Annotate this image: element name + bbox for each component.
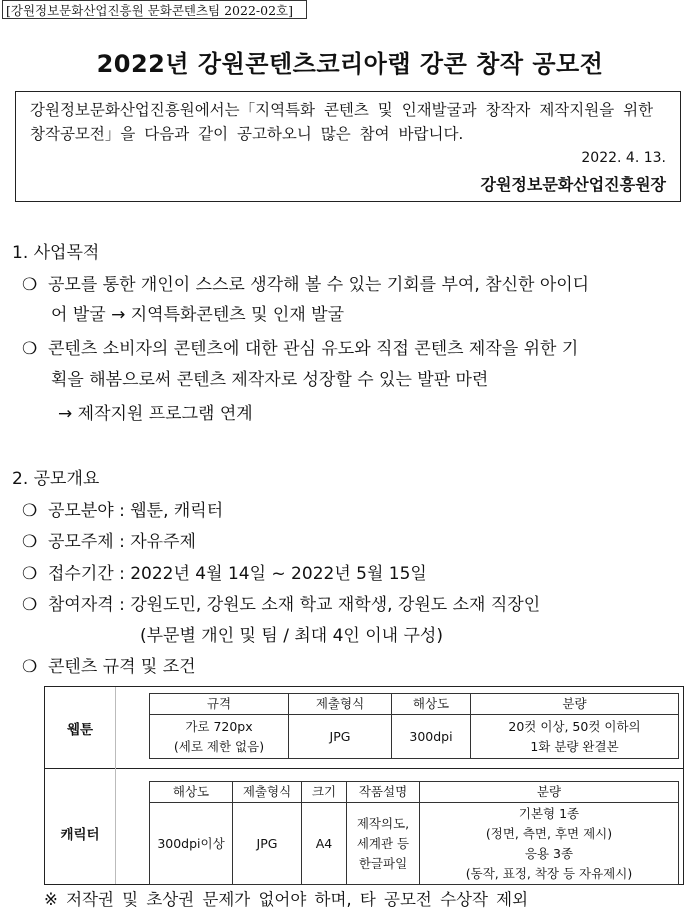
list-item-continuation: → 제작지원 프로그램 연계 [58, 404, 253, 424]
section-heading-overview: 2. 공모개요 [12, 469, 100, 489]
table-header: 해상도 [392, 694, 471, 715]
divider [45, 768, 683, 769]
table-header: 제출형식 [233, 782, 302, 803]
list-item-continuation: (부문별 개인 및 팀 / 최대 4인 이내 구성) [140, 626, 443, 646]
list-item-text: 공모주제 : 자유주제 [48, 532, 196, 552]
table-cell [347, 803, 420, 885]
notice-box [15, 91, 681, 202]
document-number-tag: [강원정보문화산업진흥원 문화콘텐츠팀 2022-02호] [2, 0, 307, 19]
list-item-text: 공모를 통한 개인이 스스로 생각해 볼 수 있는 기회를 부여, 참신한 아이디 [48, 275, 590, 295]
list-item-text: 공모분야 : 웹툰, 캐릭터 [48, 501, 224, 521]
character-spec-table [149, 781, 679, 885]
circle-bullet-icon: ❍ [22, 275, 38, 295]
cell-line: (세로 제한 없음) [173, 738, 265, 754]
table-cell [420, 803, 679, 885]
list-item [22, 334, 578, 359]
cell-line: (정면, 측면, 후면 제시) [485, 825, 613, 841]
cell-line: 한글파일 [358, 855, 408, 871]
list-item [22, 652, 196, 677]
list-item-text: 접수기간 : 2022년 4월 14일 ~ 2022년 5월 15일 [48, 564, 427, 584]
divider [115, 687, 116, 884]
circle-bullet-icon: ❍ [22, 339, 38, 359]
page-title: 2022년 강원콘텐츠코리아랩 강콘 창작 공모전 [96, 50, 604, 78]
cell-line: 기본형 1종 [518, 805, 580, 821]
list-item [22, 496, 223, 521]
list-item-text: 콘텐츠 소비자의 콘텐츠에 대한 관심 유도와 직접 콘텐츠 제작을 위한 기 [48, 339, 579, 359]
cell-line: 1화 분량 완결본 [530, 738, 619, 754]
list-item [22, 527, 196, 552]
footnote: ※ 저작권 및 초상권 문제가 없어야 하며, 타 공모전 수상작 제외 [44, 890, 529, 909]
cell-line: 제작의도, [356, 815, 410, 831]
notice-date: 2022. 4. 13. [581, 150, 666, 166]
category-label-character: 캐릭터 [60, 827, 100, 843]
table-cell: 300dpi이상 [150, 803, 233, 885]
table-header: 규격 [150, 694, 289, 715]
table-cell [150, 715, 289, 759]
list-item-text: 콘텐츠 규격 및 조건 [48, 657, 196, 677]
table-header: 해상도 [150, 782, 233, 803]
circle-bullet-icon: ❍ [22, 501, 38, 521]
circle-bullet-icon: ❍ [22, 532, 38, 552]
table-cell [471, 715, 679, 759]
cell-line: 응용 3종 [524, 845, 574, 861]
table-cell: 300dpi [392, 715, 471, 759]
table-cell: A4 [302, 803, 347, 885]
circle-bullet-icon: ❍ [22, 564, 38, 584]
table-header: 분량 [471, 694, 679, 715]
section-heading-purpose: 1. 사업목적 [12, 243, 100, 263]
circle-bullet-icon: ❍ [22, 657, 38, 677]
table-cell: JPG [289, 715, 392, 759]
list-item-text: 참여자격 : 강원도민, 강원도 소재 학교 재학생, 강원도 소재 직장인 [48, 595, 541, 615]
list-item-continuation: 어 발굴 → 지역특화콘텐츠 및 인재 발굴 [51, 305, 344, 325]
list-item [22, 559, 427, 584]
list-item [22, 590, 540, 615]
table-header: 제출형식 [289, 694, 392, 715]
notice-body: 강원정보문화산업진흥원에서는「지역특화 콘텐츠 및 인재발굴과 창작자 제작지원을 위한 창작공모전」을 다음과 같이 공고하오니 많은 참여 바랍니다. [30, 101, 654, 143]
cell-line: 세계관 등 [356, 835, 410, 851]
webtoon-spec-table [149, 693, 679, 759]
table-header: 크기 [302, 782, 347, 803]
table-header: 분량 [420, 782, 679, 803]
notice-signer: 강원정보문화산업진흥원장 [480, 175, 666, 194]
cell-line: 20컷 이상, 50컷 이하의 [508, 718, 641, 734]
list-item [22, 270, 589, 295]
circle-bullet-icon: ❍ [22, 595, 38, 615]
table-cell: JPG [233, 803, 302, 885]
content-spec-table [44, 686, 684, 885]
cell-line: 가로 720px [185, 718, 253, 734]
category-label-webtoon: 웹툰 [66, 722, 94, 738]
cell-line: (동작, 표정, 착장 등 자유제시) [465, 865, 633, 881]
table-header: 작품설명 [347, 782, 420, 803]
list-item-continuation: 획을 해봄으로써 콘텐츠 제작자로 성장할 수 있는 발판 마련 [51, 370, 489, 390]
